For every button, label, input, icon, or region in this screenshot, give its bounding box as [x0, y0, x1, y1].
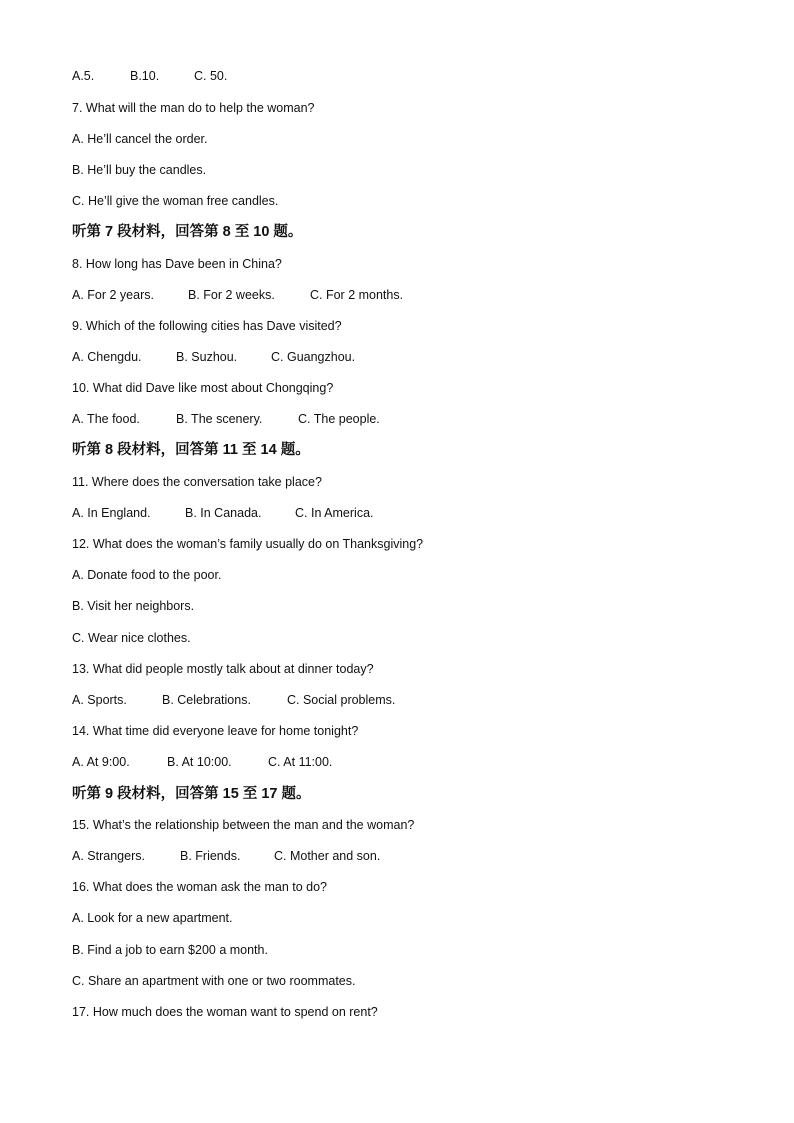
answer-option: C. He’ll give the woman free candles.: [72, 194, 279, 208]
answer-option: B. He’ll buy the candles.: [72, 163, 207, 177]
question-text: 16. What does the woman ask the man to do?: [72, 880, 328, 894]
section-heading: 听第 8 段材料，回答第 11 至 14 题。: [72, 442, 310, 458]
answer-option: C. Wear nice clothes.: [72, 631, 191, 645]
question-text: 7. What will the man do to help the woman?: [72, 101, 315, 115]
answer-option: A. Strangers.: [72, 849, 145, 863]
question-text: 15. What’s the relationship between the man and the woman?: [72, 818, 415, 832]
question-text: 12. What does the woman’s family usually do on Thanksgiving?: [72, 537, 424, 551]
question-text: 17. How much does the woman want to spend on rent?: [72, 1005, 378, 1019]
answer-option: A. Sports.: [72, 693, 127, 707]
answer-option: B. Suzhou.: [176, 350, 238, 364]
question-text: 11. Where does the conversation take place?: [72, 475, 322, 489]
section-heading: 听第 9 段材料，回答第 15 至 17 题。: [72, 786, 311, 802]
answer-option: B. In Canada.: [185, 506, 262, 520]
answer-option: C. 50.: [194, 69, 228, 83]
answer-option: B. The scenery.: [176, 412, 263, 426]
question-text: 13. What did people mostly talk about at dinner today?: [72, 662, 374, 676]
answer-option: A. For 2 years.: [72, 288, 154, 302]
answer-option: A. At 9:00.: [72, 755, 130, 769]
answer-option: C. In America.: [295, 506, 374, 520]
answer-option: A. The food.: [72, 412, 140, 426]
answer-option: B. Celebrations.: [162, 693, 251, 707]
answer-option: B. For 2 weeks.: [188, 288, 275, 302]
answer-option: C. Share an apartment with one or two roommates.: [72, 974, 356, 988]
answer-option: C. For 2 months.: [310, 288, 404, 302]
answer-option: A. He’ll cancel the order.: [72, 132, 208, 146]
question-text: 9. Which of the following cities has Dave visited?: [72, 319, 342, 333]
answer-option: C. Mother and son.: [274, 849, 381, 863]
answer-option: B.10.: [130, 69, 160, 83]
question-text: 10. What did Dave like most about Chongqing?: [72, 381, 334, 395]
answer-option: C. At 11:00.: [268, 755, 333, 769]
answer-option: B. Find a job to earn $200 a month.: [72, 943, 268, 957]
answer-option: A. Donate food to the poor.: [72, 568, 222, 582]
answer-option: C. Guangzhou.: [271, 350, 356, 364]
answer-option: B. Friends.: [180, 849, 241, 863]
answer-option: C. The people.: [298, 412, 380, 426]
answer-option: A. Look for a new apartment.: [72, 911, 233, 925]
question-text: 8. How long has Dave been in China?: [72, 257, 282, 271]
answer-option: B. Visit her neighbors.: [72, 599, 195, 613]
answer-option: A. In England.: [72, 506, 151, 520]
answer-option: A. Chengdu.: [72, 350, 142, 364]
answer-option: A.5.: [72, 69, 95, 83]
answer-option: C. Social problems.: [287, 693, 396, 707]
section-heading: 听第 7 段材料，回答第 8 至 10 题。: [72, 224, 303, 240]
answer-option: B. At 10:00.: [167, 755, 232, 769]
question-text: 14. What time did everyone leave for home tonight?: [72, 724, 359, 738]
